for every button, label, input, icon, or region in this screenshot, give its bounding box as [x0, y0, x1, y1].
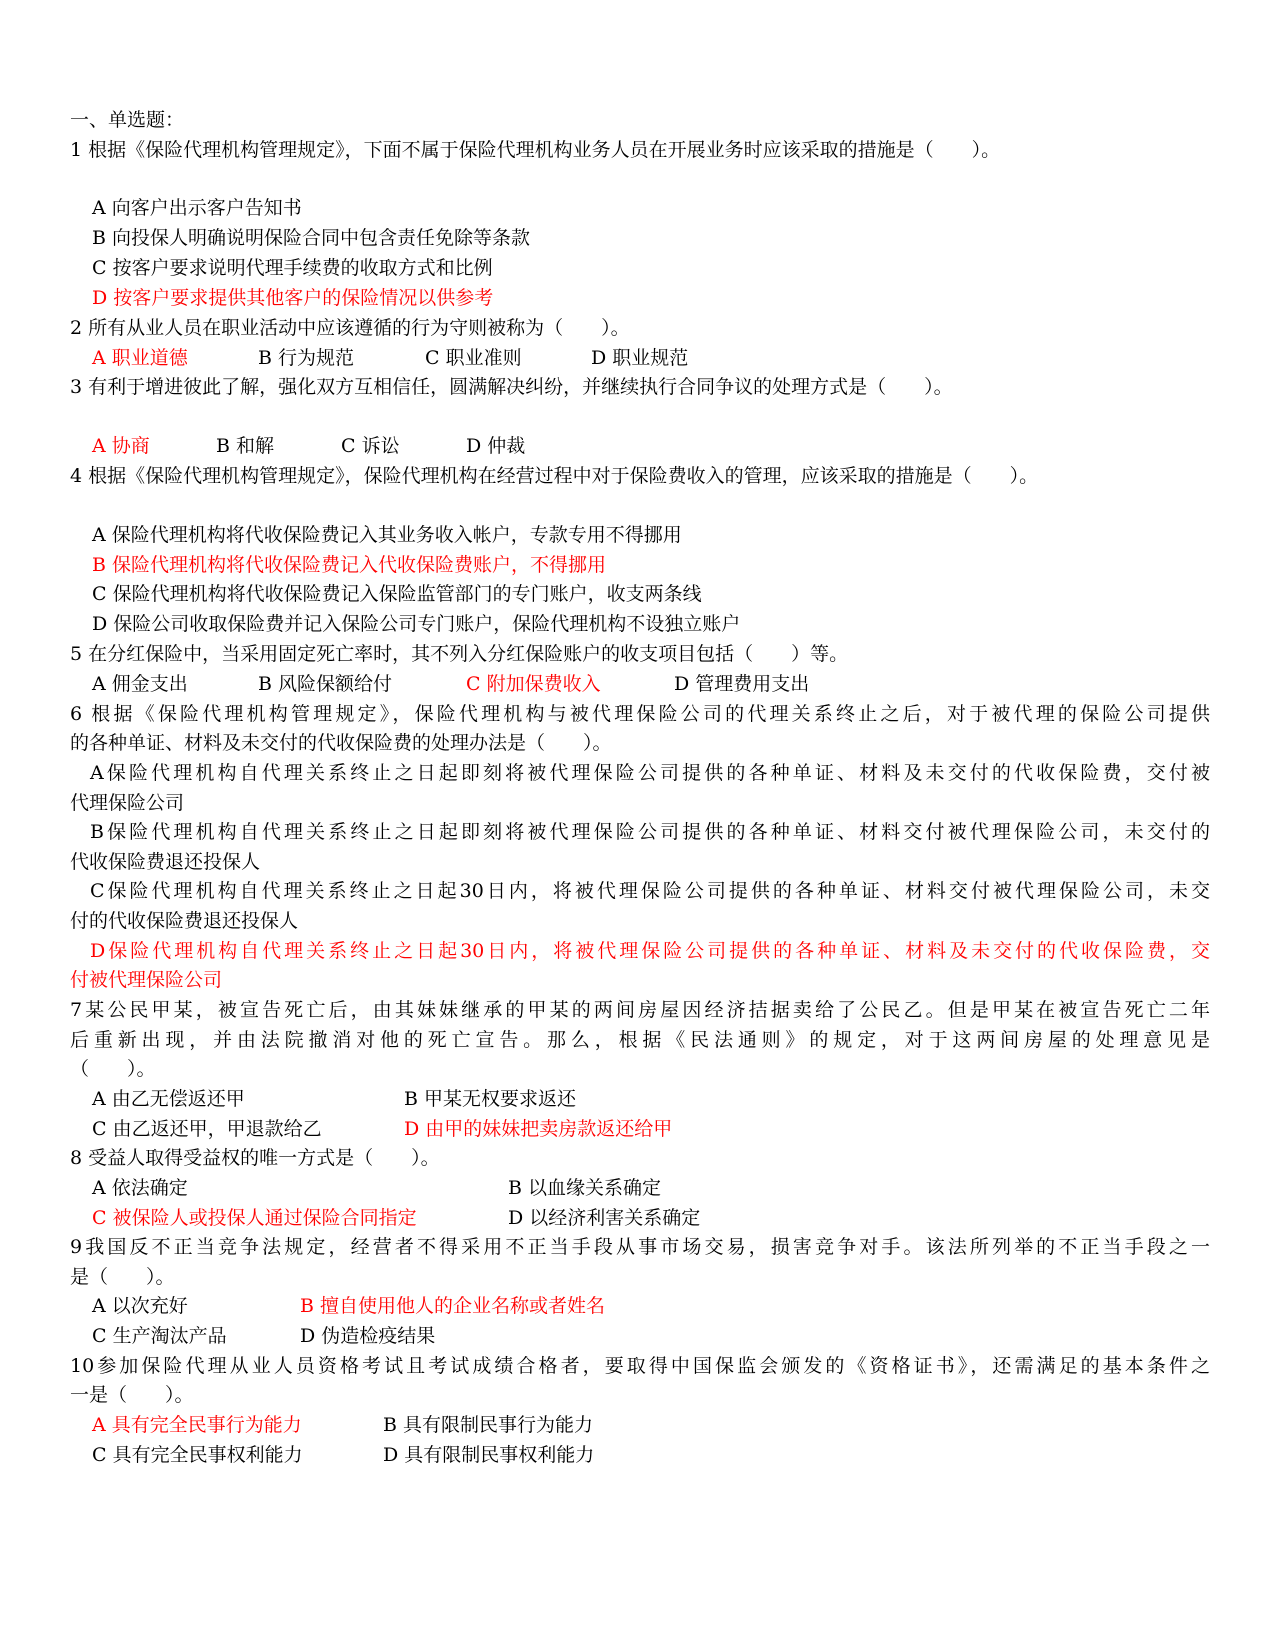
question-5-option-c-correct: C 附加保费收入: [466, 673, 601, 695]
question-9-option-a: A 以次充好: [92, 1295, 188, 1317]
question-8-stem: 8 受益人取得受益权的唯一方式是（ ）。: [70, 1147, 440, 1169]
question-1-option-c: C 按客户要求说明代理手续费的收取方式和比例: [92, 257, 493, 279]
question-6-option-d-line-1-correct: D保险代理机构自代理关系终止之日起30日内，将被代理保险公司提供的各种单证、材料及未交付的代收保险费，交: [90, 940, 1210, 962]
question-8-option-d: D 以经济利害关系确定: [508, 1207, 701, 1229]
question-3-option-a-correct: A 协商: [92, 435, 150, 457]
question-5-stem: 5 在分红保险中，当采用固定死亡率时，其不列入分红保险账户的收支项目包括（ ）等。: [70, 643, 849, 665]
question-1-stem: 1 根据《保险代理机构管理规定》，下面不属于保险代理机构业务人员在开展业务时应该采取的措施是（ ）。: [70, 139, 1001, 161]
question-7-option-b: B 甲某无权要求返还: [404, 1088, 577, 1110]
question-7-option-d-correct: D 由甲的妹妹把卖房款返还给甲: [404, 1118, 673, 1140]
question-4-stem: 4 根据《保险代理机构管理规定》，保险代理机构在经营过程中对于保险费收入的管理，应该采取的措施是（ ）。: [70, 465, 1039, 487]
question-2-option-c: C 职业准则: [425, 347, 522, 369]
question-9-option-c: C 生产淘汰产品: [92, 1325, 227, 1347]
question-1-option-b: B 向投保人明确说明保险合同中包含责任免除等条款: [92, 227, 531, 249]
section-title: 一、单选题：: [70, 109, 185, 131]
question-3-option-b: B 和解: [216, 435, 275, 457]
question-3-option-c: C 诉讼: [341, 435, 400, 457]
question-4-option-b-correct: B 保险代理机构将代收保险费记入代收保险费账户，不得挪用: [92, 554, 607, 576]
question-9-option-d: D 伪造检疫结果: [300, 1325, 436, 1347]
question-3-stem: 3 有利于增进彼此了解，强化双方互相信任，圆满解决纠纷，并继续执行合同争议的处理方式是（ ）。: [70, 376, 953, 398]
question-6-option-d-line-2-correct: 付被代理保险公司: [70, 969, 223, 991]
question-9-stem-line-2: 是（ ）。: [70, 1266, 175, 1288]
question-5-option-d: D 管理费用支出: [674, 673, 810, 695]
question-10-option-b: B 具有限制民事行为能力: [383, 1414, 594, 1436]
question-5-option-b: B 风险保额给付: [258, 673, 393, 695]
question-6-option-a-line-2: 代理保险公司: [70, 792, 185, 814]
question-7-stem-line-2: 后重新出现，并由法院撤消对他的死亡宣告。那么，根据《民法通则》的规定，对于这两间房屋的处理意见是: [70, 1029, 1210, 1051]
question-4-option-a: A 保险代理机构将代收保险费记入其业务收入帐户，专款专用不得挪用: [92, 524, 682, 546]
question-2-option-b: B 行为规范: [258, 347, 355, 369]
question-10-option-d: D 具有限制民事权利能力: [383, 1444, 595, 1466]
question-9-stem-line-1: 9我国反不正当竞争法规定，经营者不得采用不正当手段从事市场交易，损害竞争对手。该法所列举的不正当手段之一: [70, 1236, 1210, 1258]
question-2-option-a-correct: A 职业道德: [92, 347, 188, 369]
question-6-option-b-line-1: B保险代理机构自代理关系终止之日起即刻将被代理保险公司提供的各种单证、材料交付被代理保险公司，未交付的: [90, 821, 1210, 843]
question-4-option-c: C 保险代理机构将代收保险费记入保险监管部门的专门账户，收支两条线: [92, 583, 702, 605]
question-8-option-c-correct: C 被保险人或投保人通过保险合同指定: [92, 1207, 417, 1229]
question-4-option-d: D 保险公司收取保险费并记入保险公司专门账户，保险代理机构不设独立账户: [92, 613, 741, 635]
question-2-stem: 2 所有从业人员在职业活动中应该遵循的行为守则被称为（ ）。: [70, 317, 630, 339]
question-10-stem-line-2: 一是（ ）。: [70, 1384, 194, 1406]
question-10-stem-line-1: 10参加保险代理从业人员资格考试且考试成绩合格者，要取得中国保监会颁发的《资格证书》，还需满足的基本条件之: [70, 1355, 1210, 1377]
question-1-option-d-correct: D 按客户要求提供其他客户的保险情况以供参考: [92, 287, 494, 309]
question-9-option-b-correct: B 擅自使用他人的企业名称或者姓名: [300, 1295, 606, 1317]
question-7-option-a: A 由乙无偿返还甲: [92, 1088, 245, 1110]
question-6-stem-line-1: 6 根据《保险代理机构管理规定》，保险代理机构与被代理保险公司的代理关系终止之后，对于被代理的保险公司提供: [70, 703, 1210, 725]
question-6-option-b-line-2: 代收保险费退还投保人: [70, 851, 261, 873]
question-7-stem-line-3: （ ）。: [70, 1058, 156, 1080]
question-8-option-b: B 以血缘关系确定: [508, 1177, 662, 1199]
question-7-option-c: C 由乙返还甲，甲退款给乙: [92, 1118, 322, 1140]
question-1-option-a: A 向客户出示客户告知书: [92, 197, 302, 219]
question-5-option-a: A 佣金支出: [92, 673, 188, 695]
question-6-option-c-line-2: 付的代收保险费退还投保人: [70, 910, 299, 932]
question-6-stem-line-2: 的各种单证、材料及未交付的代收保险费的处理办法是（ ）。: [70, 732, 612, 754]
question-10-option-c: C 具有完全民事权利能力: [92, 1444, 303, 1466]
question-3-option-d: D 仲裁: [466, 435, 526, 457]
question-8-option-a: A 依法确定: [92, 1177, 188, 1199]
question-2-option-d: D 职业规范: [591, 347, 689, 369]
question-6-option-a-line-1: A保险代理机构自代理关系终止之日起即刻将被代理保险公司提供的各种单证、材料及未交付的代收保险费，交付被: [90, 762, 1210, 784]
question-10-option-a-correct: A 具有完全民事行为能力: [92, 1414, 302, 1436]
question-7-stem-line-1: 7某公民甲某，被宣告死亡后，由其妹妹继承的甲某的两间房屋因经济拮据卖给了公民乙。但是甲某在被宣告死亡二年: [70, 999, 1210, 1021]
question-6-option-c-line-1: C保险代理机构自代理关系终止之日起30日内，将被代理保险公司提供的各种单证、材料交付被代理保险公司，未交: [90, 880, 1210, 902]
